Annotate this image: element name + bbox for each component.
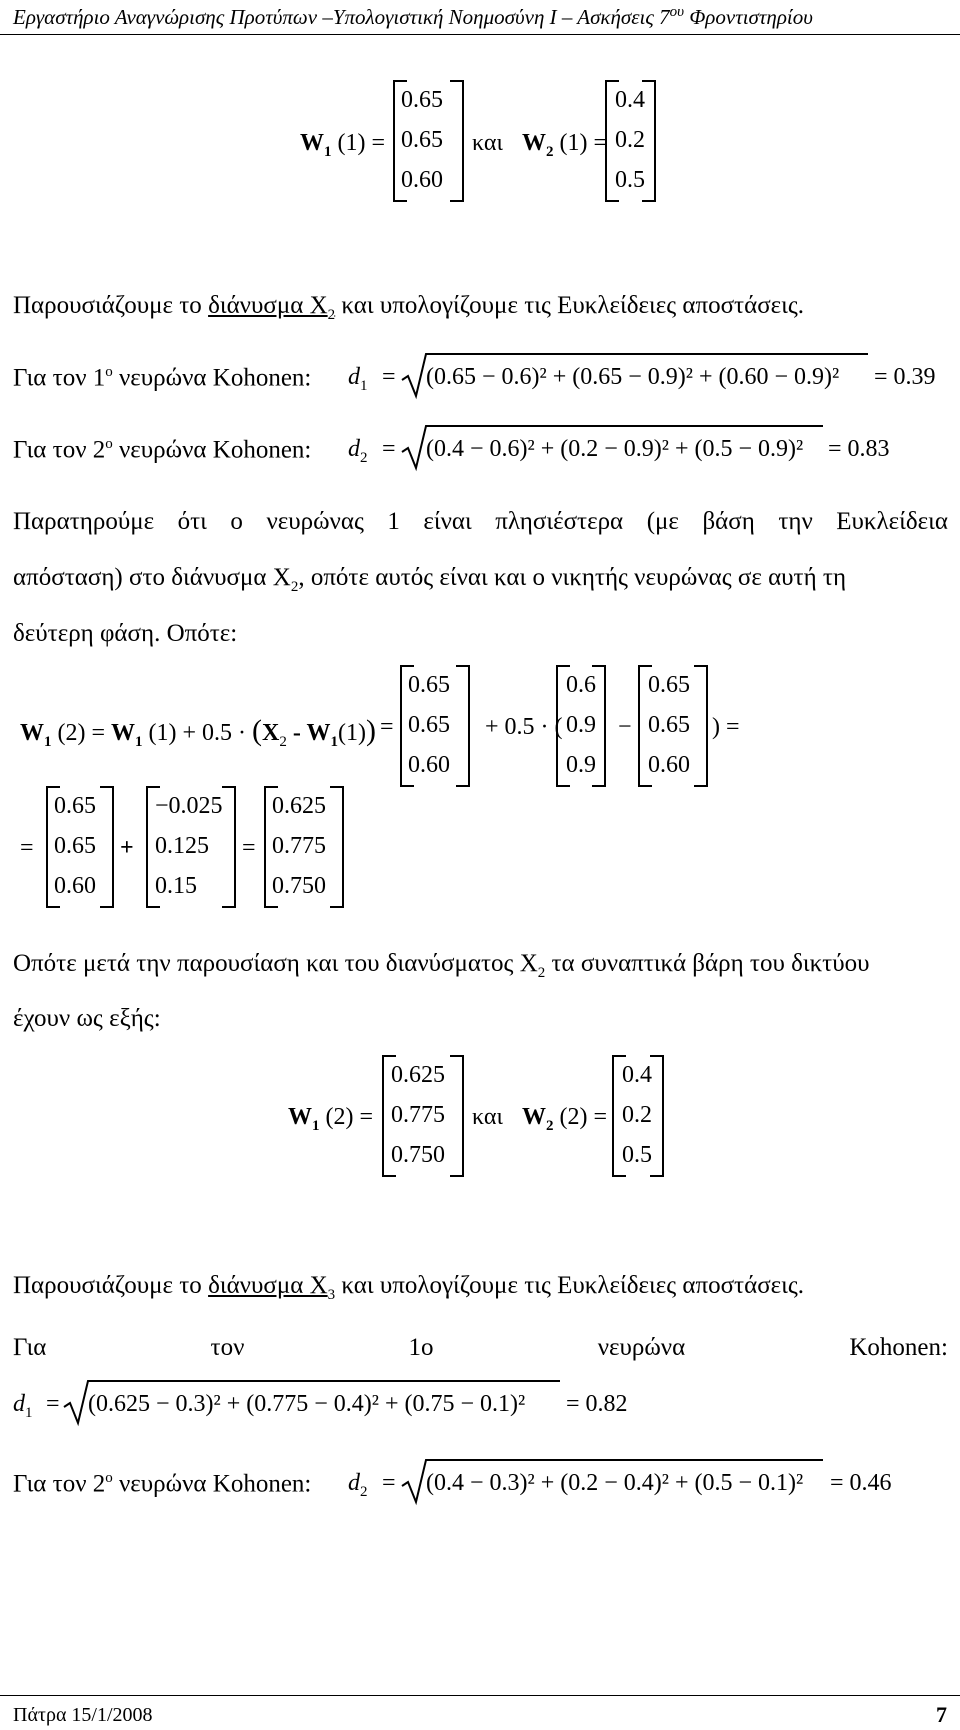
vector-a: 0.65 0.65 0.60 — [54, 793, 96, 899]
after-x2-line-1: Οπότε μετά την παρουσίαση και του διανύσματος $X_2$ τα συναπτικά βάρη του δικτύου — [13, 950, 870, 981]
w1-label: $W_1$ (1) = — [300, 130, 386, 160]
present-x2-text: Παρουσιάζουμε το διάνυσμα $X_2$ και υπολογίζουμε τις Ευκλείδειες αποστάσεις. — [13, 292, 805, 323]
w2-right-bracket — [642, 80, 656, 202]
and-label: και — [472, 130, 503, 156]
w1-vector: 0.625 0.775 0.750 — [391, 1062, 445, 1168]
observation-line-3: δεύτερη φάση. Οπότε: — [13, 620, 238, 647]
equals-sign: = — [382, 436, 396, 462]
d2-symbol: $d_2$ — [348, 436, 368, 466]
w1-vector: 0.65 0.65 0.60 — [401, 87, 443, 193]
distance-result: = 0.83 — [828, 436, 890, 462]
vec-right-bracket — [694, 665, 708, 787]
header-rule — [0, 34, 960, 35]
equals-sign: = — [382, 364, 396, 390]
equals-sign: = — [20, 835, 34, 861]
vec-right-bracket — [456, 665, 470, 787]
distance-result: = 0.82 — [566, 1391, 628, 1417]
close-paren: ) = — [712, 714, 740, 740]
d1-symbol: $d_1$ — [13, 1391, 33, 1421]
observation-line-1: Παρατηρούμε ότι ο νευρώνας 1 είναι πλησιέστερα (με βάση την Ευκλείδεια — [13, 508, 948, 535]
kohonen2-label: Για τον $2^o$ νευρώνα Kohonen: — [13, 436, 312, 464]
kohonen1-label: Για τον $1^o$ νευρώνα Kohonen: — [13, 364, 312, 392]
vec-right-bracket — [330, 786, 344, 908]
footer-rule — [0, 1695, 960, 1696]
minus-sign: − — [618, 714, 632, 740]
d2-symbol: $d_2$ — [348, 1470, 368, 1500]
observation-line-2: απόσταση) στο διάνυσμα $X_2$, οπότε αυτός είναι και ο νικητής νευρώνας σε αυτή τη — [13, 564, 847, 595]
d1-symbol: $d_1$ — [348, 364, 368, 394]
update-lhs: $W_1$ $(2) = W_1$ $(1) + 0.5 \cdot (X_2 - W_1(1))$ — [20, 714, 376, 750]
w1-vector: 0.65 0.65 0.60 — [408, 672, 450, 778]
vec-right-bracket — [100, 786, 114, 908]
kohonen1-x3-label: Για τον 1ο νευρώνα Kohonen: — [13, 1334, 948, 1361]
plus-sign: + — [120, 835, 134, 861]
w2-vector: 0.4 0.2 0.5 — [615, 87, 645, 193]
distance-result: = 0.39 — [874, 364, 936, 390]
vector-b: −0.025 0.125 0.15 — [155, 793, 223, 899]
vec-right-bracket — [592, 665, 606, 787]
w2-vector: 0.4 0.2 0.5 — [622, 1062, 652, 1168]
x2-vector: 0.6 0.9 0.9 — [566, 672, 596, 778]
distance-result: = 0.46 — [830, 1470, 892, 1496]
equals-sign: = — [242, 835, 256, 861]
equals-sign: = — [382, 1470, 396, 1496]
w2-right-bracket — [650, 1055, 664, 1177]
w2-label: $W_2$ (2) = — [522, 1104, 608, 1134]
distance-expression: (0.625 − 0.3)² + (0.775 − 0.4)² + (0.75 − 0.1)² — [88, 1391, 526, 1417]
equals-sign: = — [380, 714, 394, 740]
distance-expression: (0.65 − 0.6)² + (0.65 − 0.9)² + (0.60 − 0.9)² — [426, 364, 840, 390]
plus-half: + 0.5 · ( — [485, 714, 563, 740]
footer-date: Πάτρα 15/1/2008 — [13, 1704, 153, 1726]
vector-c: 0.625 0.775 0.750 — [272, 793, 326, 899]
page-header: Εργαστήριο Αναγνώρισης Προτύπων –Υπολογιστική Νοημοσύνη Ι – Ασκήσεις $7^{o\upsilon}$ Φροντιστηρίου — [13, 4, 813, 29]
w1-right-bracket — [450, 80, 464, 202]
w2-label: $W_2$ (1) = — [522, 130, 608, 160]
distance-expression: (0.4 − 0.6)² + (0.2 − 0.9)² + (0.5 − 0.9)² — [426, 436, 804, 462]
after-x2-line-2: έχουν ως εξής: — [13, 1005, 161, 1032]
w1-label: $W_1$ (2) = — [288, 1104, 374, 1134]
w1-vector-b: 0.65 0.65 0.60 — [648, 672, 690, 778]
vec-right-bracket — [222, 786, 236, 908]
equals-sign: = — [46, 1391, 60, 1417]
w1-right-bracket — [450, 1055, 464, 1177]
page-number: 7 — [936, 1702, 947, 1727]
kohonen2-label: Για τον $2^o$ νευρώνα Kohonen: — [13, 1470, 312, 1498]
present-x3-text: Παρουσιάζουμε το διάνυσμα $X_3$ και υπολογίζουμε τις Ευκλείδειες αποστάσεις. — [13, 1272, 805, 1303]
and-label: και — [472, 1104, 503, 1130]
distance-expression: (0.4 − 0.3)² + (0.2 − 0.4)² + (0.5 − 0.1)² — [426, 1470, 804, 1496]
